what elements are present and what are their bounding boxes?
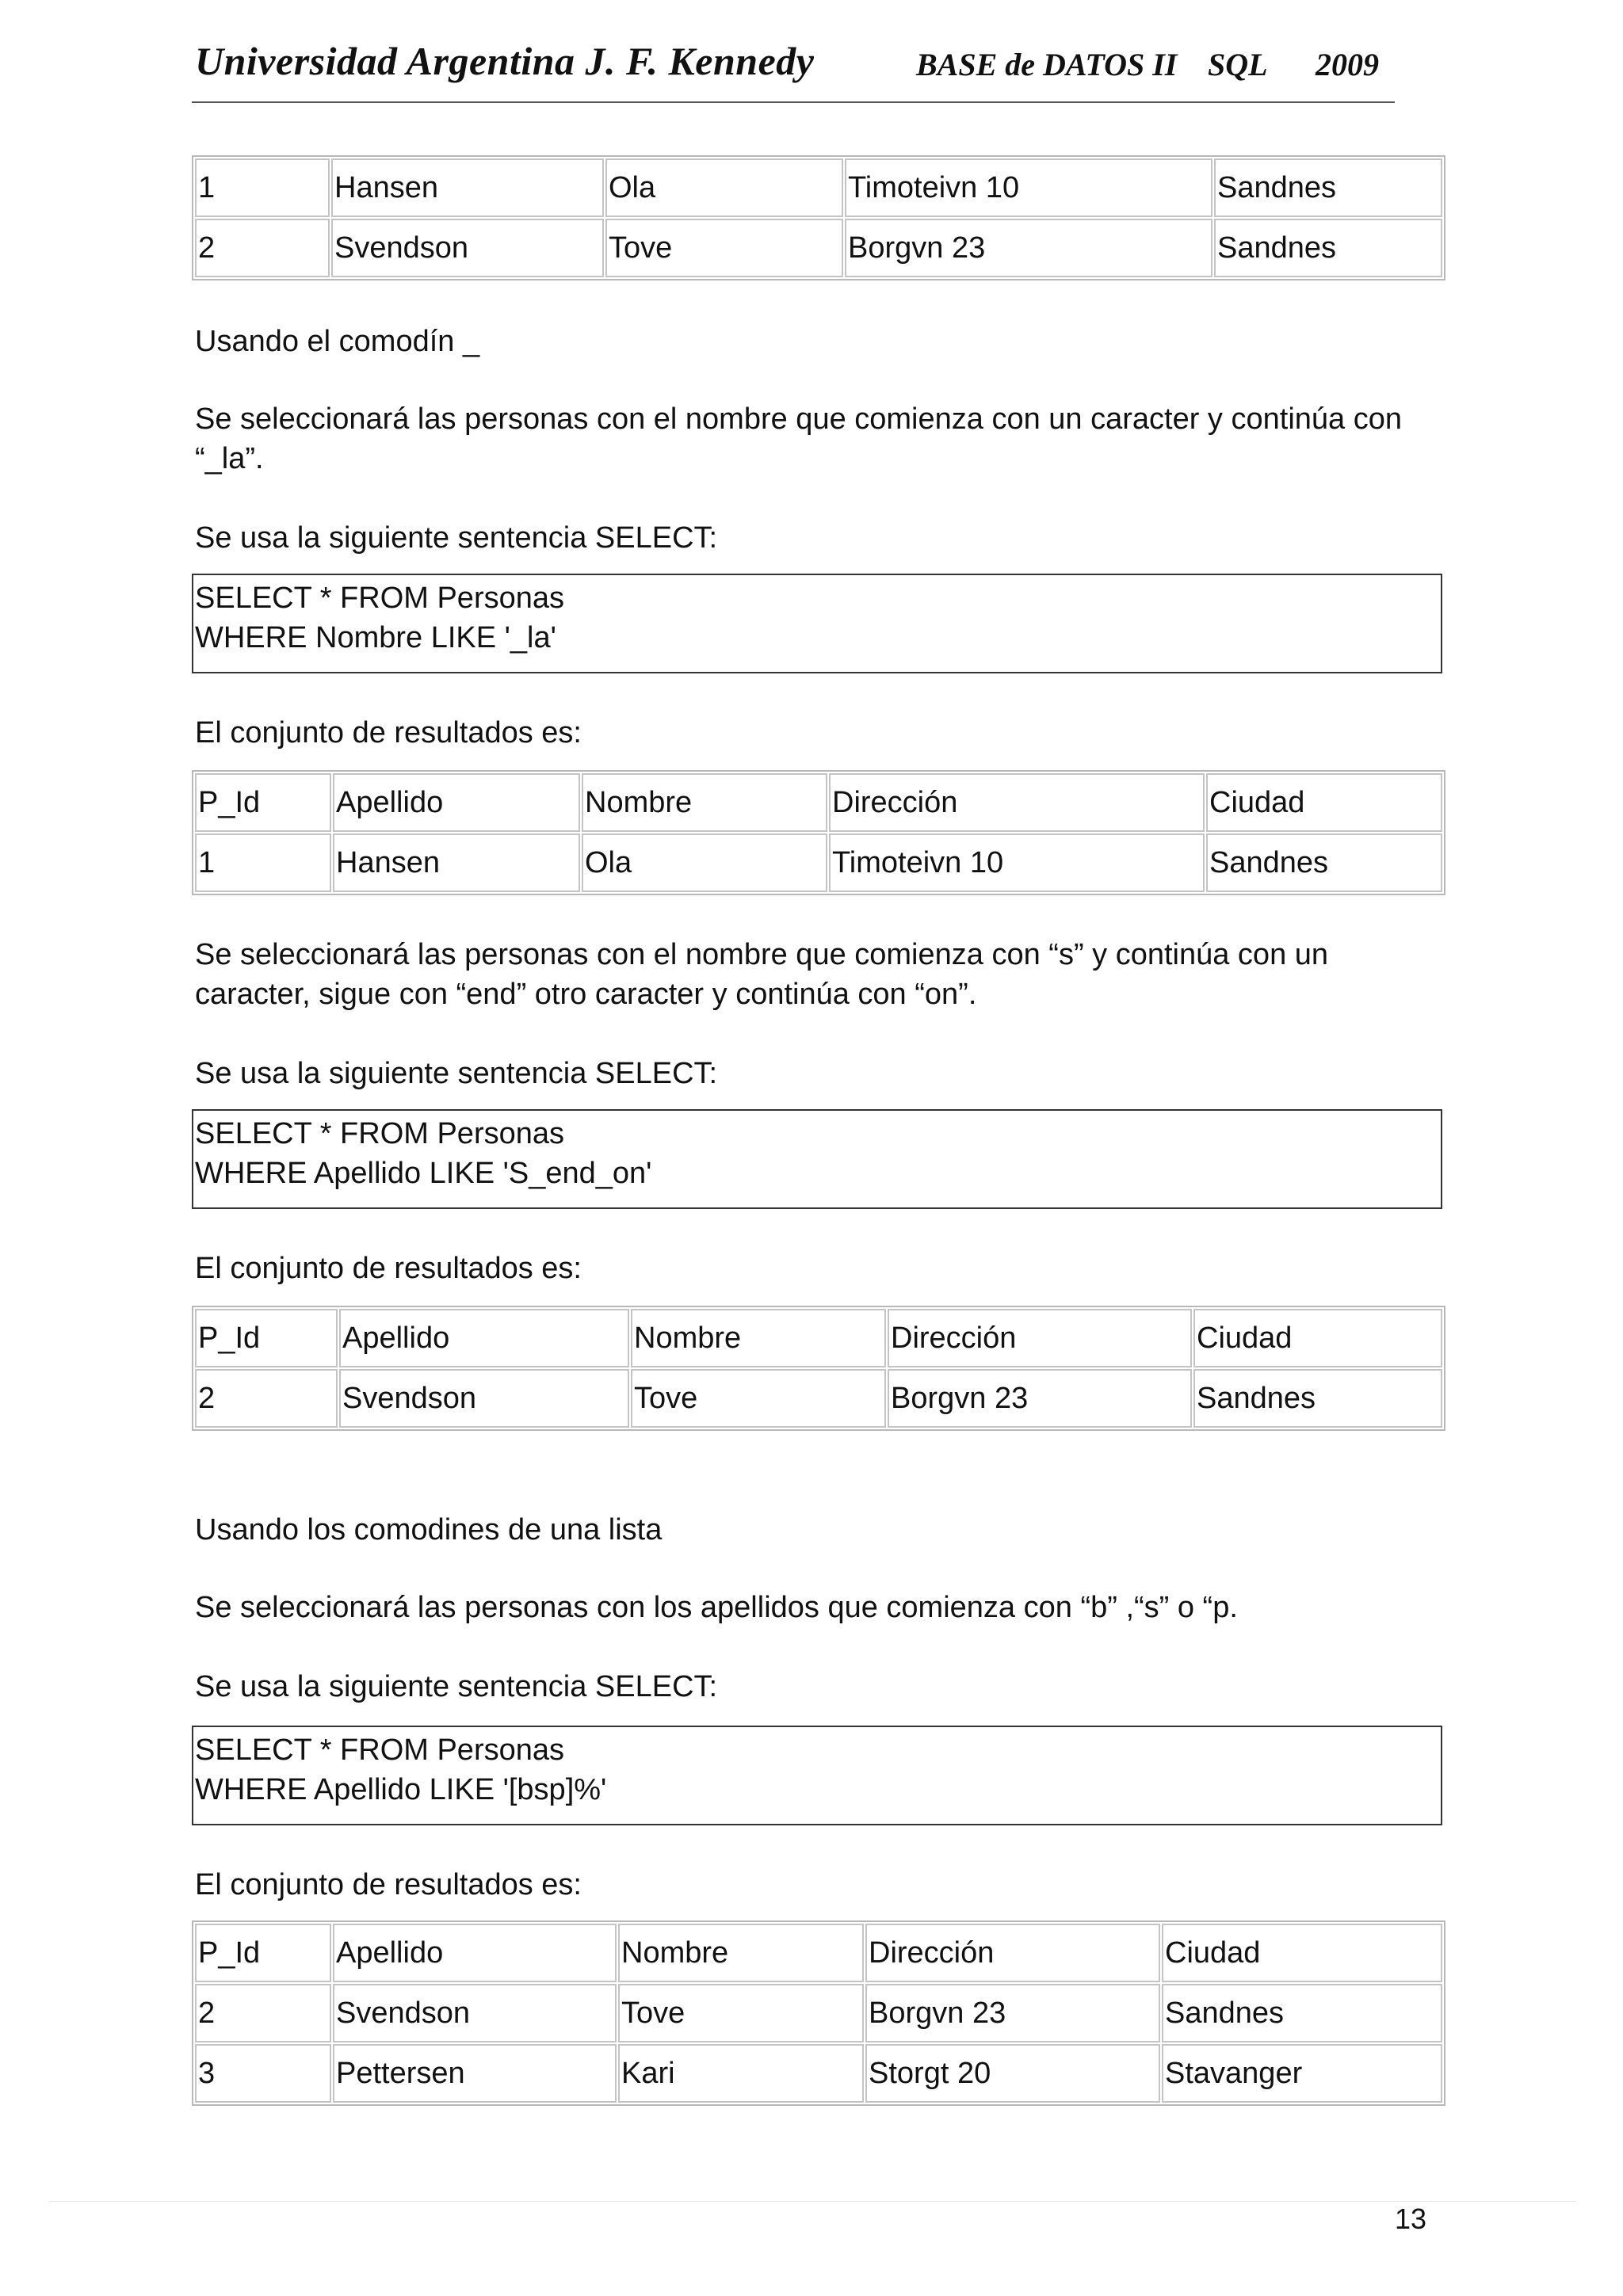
- table-row: [195, 1984, 1442, 2042]
- column-header: Ciudad: [1162, 1924, 1442, 1982]
- cell-apellido: Pettersen: [333, 2044, 617, 2103]
- cell-p-id: 3: [195, 2044, 331, 2103]
- column-header: P_Id: [195, 1924, 331, 1982]
- cell-direccion: Timoteivn 10: [845, 158, 1212, 217]
- column-header: Nombre: [631, 1309, 886, 1367]
- table-header-row: [195, 1309, 1442, 1367]
- cell-p-id: 1: [195, 158, 330, 217]
- column-header: Apellido: [333, 1924, 617, 1982]
- code-line: SELECT * FROM Personas: [195, 582, 565, 615]
- cell-nombre: Tove: [618, 1984, 864, 2042]
- footer-divider: [49, 2201, 1575, 2202]
- table-header-row: [195, 773, 1442, 832]
- table-header-row: [195, 1924, 1442, 1982]
- column-header: P_Id: [195, 773, 331, 832]
- column-header: P_Id: [195, 1309, 338, 1367]
- page-number: 13: [1395, 2203, 1427, 2235]
- cell-ciudad: Sandnes: [1162, 1984, 1442, 2042]
- year: 2009: [1316, 47, 1379, 82]
- table-row: [195, 219, 1442, 277]
- result-label: El conjunto de resultados es:: [195, 1868, 582, 1901]
- result-label: El conjunto de resultados es:: [195, 1252, 582, 1285]
- cell-p-id: 2: [195, 219, 330, 277]
- cell-p-id: 1: [195, 833, 331, 892]
- sql-code-box: [192, 1726, 1442, 1825]
- cell-direccion: Borgvn 23: [888, 1369, 1192, 1428]
- cell-ciudad: Stavanger: [1162, 2044, 1442, 2103]
- column-header: Ciudad: [1206, 773, 1442, 832]
- table-row: [195, 2044, 1442, 2103]
- university-name: Universidad Argentina J. F. Kennedy: [195, 39, 815, 83]
- code-line: WHERE Nombre LIKE '_la': [195, 621, 556, 654]
- description-line: Se seleccionará las personas con el nombre que comienza con “s” y continúa con un: [195, 938, 1329, 971]
- section-heading: Usando el comodín _: [195, 325, 480, 358]
- cell-ciudad: Sandnes: [1206, 833, 1442, 892]
- topic-name: SQL: [1208, 47, 1268, 82]
- cell-nombre: Ola: [605, 158, 843, 217]
- column-header: Dirección: [888, 1309, 1192, 1367]
- subject-name: BASE de DATOS II: [916, 47, 1178, 82]
- results-table: [192, 1920, 1445, 2106]
- select-intro: Se usa la siguiente sentencia SELECT:: [195, 521, 718, 555]
- sql-code-box: [192, 574, 1442, 673]
- cell-apellido: Svendson: [333, 1984, 617, 2042]
- cell-apellido: Svendson: [331, 219, 604, 277]
- select-intro: Se usa la siguiente sentencia SELECT:: [195, 1670, 718, 1703]
- code-line: SELECT * FROM Personas: [195, 1117, 565, 1150]
- description-line: Se seleccionará las personas con el nombre que comienza con un caracter y continúa con: [195, 402, 1402, 436]
- result-label: El conjunto de resultados es:: [195, 716, 582, 749]
- column-header: Dirección: [829, 773, 1205, 832]
- table-row: [195, 833, 1442, 892]
- section-heading: Usando los comodines de una lista: [195, 1513, 663, 1547]
- results-table: [192, 770, 1445, 895]
- cell-direccion: Storgt 20: [865, 2044, 1160, 2103]
- cell-direccion: Borgvn 23: [845, 219, 1212, 277]
- column-header: Apellido: [333, 773, 580, 832]
- cell-apellido: Svendson: [339, 1369, 629, 1428]
- column-header: Apellido: [339, 1309, 629, 1367]
- page-header: [192, 38, 1395, 103]
- cell-ciudad: Sandnes: [1193, 1369, 1442, 1428]
- cell-nombre: Tove: [605, 219, 843, 277]
- description-line: caracter, sigue con “end” otro caracter y continúa con “on”.: [195, 978, 977, 1011]
- cell-direccion: Borgvn 23: [865, 1984, 1160, 2042]
- table-row: [195, 1369, 1442, 1428]
- results-table-continued: [192, 155, 1445, 280]
- code-line: WHERE Apellido LIKE 'S_end_on': [195, 1157, 652, 1190]
- sql-code-box: [192, 1109, 1442, 1209]
- column-header: Dirección: [865, 1924, 1160, 1982]
- cell-nombre: Kari: [618, 2044, 864, 2103]
- column-header: Nombre: [582, 773, 827, 832]
- cell-direccion: Timoteivn 10: [829, 833, 1205, 892]
- description-line: “_la”.: [195, 442, 264, 475]
- cell-p-id: 2: [195, 1984, 331, 2042]
- cell-nombre: Ola: [582, 833, 827, 892]
- cell-p-id: 2: [195, 1369, 338, 1428]
- cell-nombre: Tove: [631, 1369, 886, 1428]
- column-header: Ciudad: [1193, 1309, 1442, 1367]
- results-table: [192, 1306, 1445, 1431]
- description-line: Se seleccionará las personas con los apellidos que comienza con “b” ,“s” o “p.: [195, 1591, 1238, 1624]
- code-line: WHERE Apellido LIKE '[bsp]%': [195, 1773, 607, 1806]
- select-intro: Se usa la siguiente sentencia SELECT:: [195, 1057, 718, 1090]
- code-line: SELECT * FROM Personas: [195, 1733, 565, 1767]
- cell-apellido: Hansen: [333, 833, 580, 892]
- column-header: Nombre: [618, 1924, 864, 1982]
- cell-ciudad: Sandnes: [1214, 219, 1442, 277]
- cell-ciudad: Sandnes: [1214, 158, 1442, 217]
- cell-apellido: Hansen: [331, 158, 604, 217]
- table-row: [195, 158, 1442, 217]
